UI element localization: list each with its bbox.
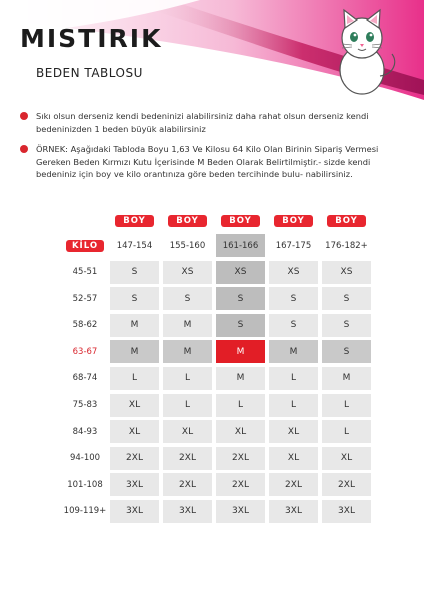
boy-header-row [60, 214, 375, 228]
weight-range: 94-100 [69, 453, 101, 464]
height-range: 176-182+ [322, 234, 371, 257]
size-cell: L [110, 367, 159, 390]
size-cell: XS [163, 261, 212, 284]
size-rows [60, 261, 375, 523]
size-cell: M [216, 340, 265, 363]
height-range-row [60, 234, 375, 257]
weight-range: 52-57 [72, 293, 98, 304]
table-row [60, 287, 375, 310]
size-cell: L [269, 394, 318, 417]
size-cell: M [110, 340, 159, 363]
boy-badge: BOY [274, 215, 313, 227]
note-item [16, 143, 412, 181]
size-cell: M [269, 340, 318, 363]
size-cell: S [322, 287, 371, 310]
size-cell: L [163, 394, 212, 417]
size-cell: XL [216, 420, 265, 443]
boy-header [322, 214, 371, 228]
boy-badge: BOY [221, 215, 260, 227]
size-cell: S [216, 314, 265, 337]
weight-range: 63-67 [72, 346, 98, 357]
height-range: 167-175 [269, 234, 318, 257]
table-row [60, 420, 375, 443]
cat-mascot-icon [322, 4, 402, 96]
table-row [60, 367, 375, 390]
table-row [60, 394, 375, 417]
size-cell: L [322, 420, 371, 443]
size-cell: XL [269, 447, 318, 470]
size-cell: 2XL [216, 447, 265, 470]
size-cell: 2XL [322, 473, 371, 496]
page-title: BEDEN TABLOSU [36, 66, 143, 80]
size-cell: 2XL [163, 473, 212, 496]
weight-range: 68-74 [72, 373, 98, 384]
size-cell: 3XL [322, 500, 371, 523]
boy-header [216, 214, 265, 228]
table-row [60, 473, 375, 496]
size-cell: S [269, 287, 318, 310]
table-row [60, 447, 375, 470]
size-cell: 3XL [216, 500, 265, 523]
size-cell: L [269, 367, 318, 390]
size-cell: 3XL [163, 500, 212, 523]
size-cell: L [163, 367, 212, 390]
size-cell: M [322, 367, 371, 390]
weight-range: 58-62 [72, 320, 98, 331]
table-row [60, 500, 375, 523]
bullet-dot-icon [20, 112, 28, 120]
size-cell: XS [322, 261, 371, 284]
size-cell: S [110, 287, 159, 310]
weight-range: 75-83 [72, 400, 98, 411]
size-cell: XS [216, 261, 265, 284]
table-row [60, 340, 375, 363]
size-cell: S [110, 261, 159, 284]
size-cell: M [110, 314, 159, 337]
boy-header [163, 214, 212, 228]
size-cell: S [322, 340, 371, 363]
size-cell: S [322, 314, 371, 337]
size-cell: 3XL [110, 500, 159, 523]
table-row [60, 314, 375, 337]
instructions [16, 110, 412, 189]
height-range: 147-154 [110, 234, 159, 257]
size-cell: S [163, 287, 212, 310]
size-cell: 3XL [269, 500, 318, 523]
boy-header [269, 214, 318, 228]
height-range: 161-166 [216, 234, 265, 257]
size-cell: M [163, 340, 212, 363]
height-range: 155-160 [163, 234, 212, 257]
note-text: Sıkı olsun derseniz kendi bedeninizi alabilirsiniz daha rahat olsun derseniz kendi bedeninizden 1 beden büyük alabilirsiniz [36, 111, 369, 134]
size-cell: XL [110, 420, 159, 443]
size-cell: XL [110, 394, 159, 417]
size-cell: 3XL [110, 473, 159, 496]
kilo-badge: KİLO [66, 240, 104, 252]
size-cell: XS [269, 261, 318, 284]
boy-badge: BOY [327, 215, 366, 227]
boy-badge: BOY [168, 215, 207, 227]
size-cell: 2XL [269, 473, 318, 496]
size-chart-table [60, 214, 375, 523]
weight-range: 84-93 [72, 426, 98, 437]
size-cell: XL [269, 420, 318, 443]
size-cell: 2XL [216, 473, 265, 496]
brand-logo: MISTIRIK [20, 24, 163, 53]
size-cell: M [163, 314, 212, 337]
boy-badge: BOY [115, 215, 154, 227]
size-cell: S [269, 314, 318, 337]
header-banner [0, 0, 424, 100]
size-cell: S [216, 287, 265, 310]
size-cell: XL [163, 420, 212, 443]
size-cell: 2XL [110, 447, 159, 470]
size-cell: L [322, 394, 371, 417]
size-cell: XL [322, 447, 371, 470]
weight-range: 101-108 [67, 479, 103, 490]
note-text: ÖRNEK: Aşağıdaki Tabloda Boyu 1,63 Ve Kilosu 64 Kilo Olan Birinin Sipariş Vermesi Gereken Beden Kırmızı Kutu İçerisinde M Beden Olarak Belirtilmiştir.- sizde kendi bedeniniz için boy ve kilo orantınıza göre beden tercihinde bulu- nabilirsiniz. [36, 144, 379, 179]
bullet-dot-icon [20, 145, 28, 153]
note-item [16, 110, 412, 135]
kilo-header [60, 241, 110, 251]
weight-range: 109-119+ [63, 506, 107, 517]
table-row [60, 261, 375, 284]
size-cell: M [216, 367, 265, 390]
size-cell: 2XL [163, 447, 212, 470]
boy-header [110, 214, 159, 228]
size-cell: L [216, 394, 265, 417]
weight-range: 45-51 [72, 267, 98, 278]
